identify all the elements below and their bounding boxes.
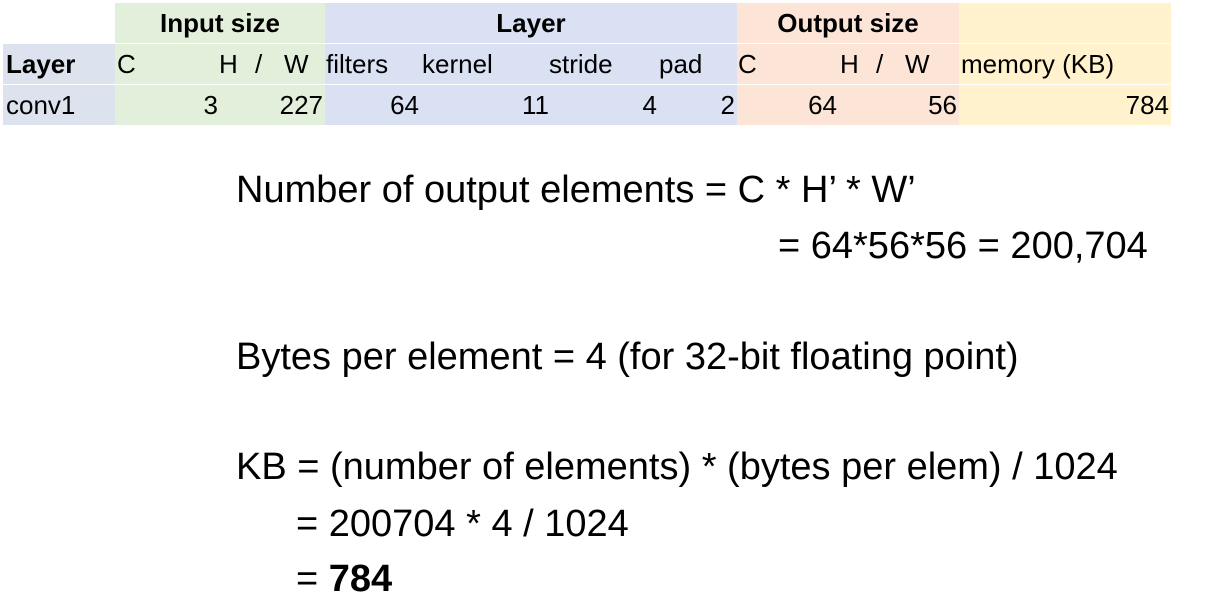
bytes-per-element: Bytes per element = 4 (for 32-bit floating point) (236, 336, 1019, 378)
kb-result-value: 784 (328, 558, 393, 600)
output-c-value: 64 (808, 90, 837, 120)
input-h-header: H (219, 49, 238, 79)
output-elements-formula: Number of output elements = C * H’ * W’ (236, 169, 916, 211)
layer-column-header: Layer (6, 49, 76, 79)
table-row (3, 85, 1171, 125)
output-slash: / (876, 49, 884, 79)
output-w-header: W (905, 49, 930, 79)
kb-formula: KB = (number of elements) * (bytes per elem) / 1024 (236, 446, 1118, 488)
output-hw-value: 56 (928, 90, 957, 120)
kb-substitution: = 200704 * 4 / 1024 (296, 503, 629, 545)
input-c-value: 3 (203, 90, 218, 120)
kb-result-prefix: = (296, 558, 329, 600)
group-header-row (3, 3, 1171, 43)
layer-table (3, 3, 1171, 125)
input-size-header: Input size (160, 8, 280, 38)
output-c-header: C (738, 49, 757, 79)
stride-value: 4 (642, 90, 657, 120)
input-c-header: C (117, 49, 136, 79)
pad-header: pad (659, 49, 703, 79)
memory-header: memory (KB) (961, 49, 1115, 79)
blank-corner (3, 3, 115, 43)
output-size-header: Output size (777, 8, 919, 38)
layer-name: conv1 (6, 90, 76, 120)
kb-result (296, 557, 392, 601)
kernel-value: 11 (522, 90, 549, 120)
memory-value: 784 (1125, 90, 1169, 120)
kernel-header: kernel (422, 49, 493, 79)
layer-header: Layer (496, 8, 566, 38)
filters-value: 64 (390, 90, 419, 120)
output-elements-result: = 64*56*56 = 200,704 (778, 225, 1148, 267)
column-header-row (3, 44, 1171, 84)
output-h-header: H (840, 49, 859, 79)
input-hw-value: 227 (279, 90, 323, 120)
input-w-header: W (284, 49, 309, 79)
stride-header: stride (549, 49, 613, 79)
pad-value: 2 (720, 90, 735, 120)
input-slash: / (255, 49, 263, 79)
filters-header: filters (326, 49, 389, 79)
